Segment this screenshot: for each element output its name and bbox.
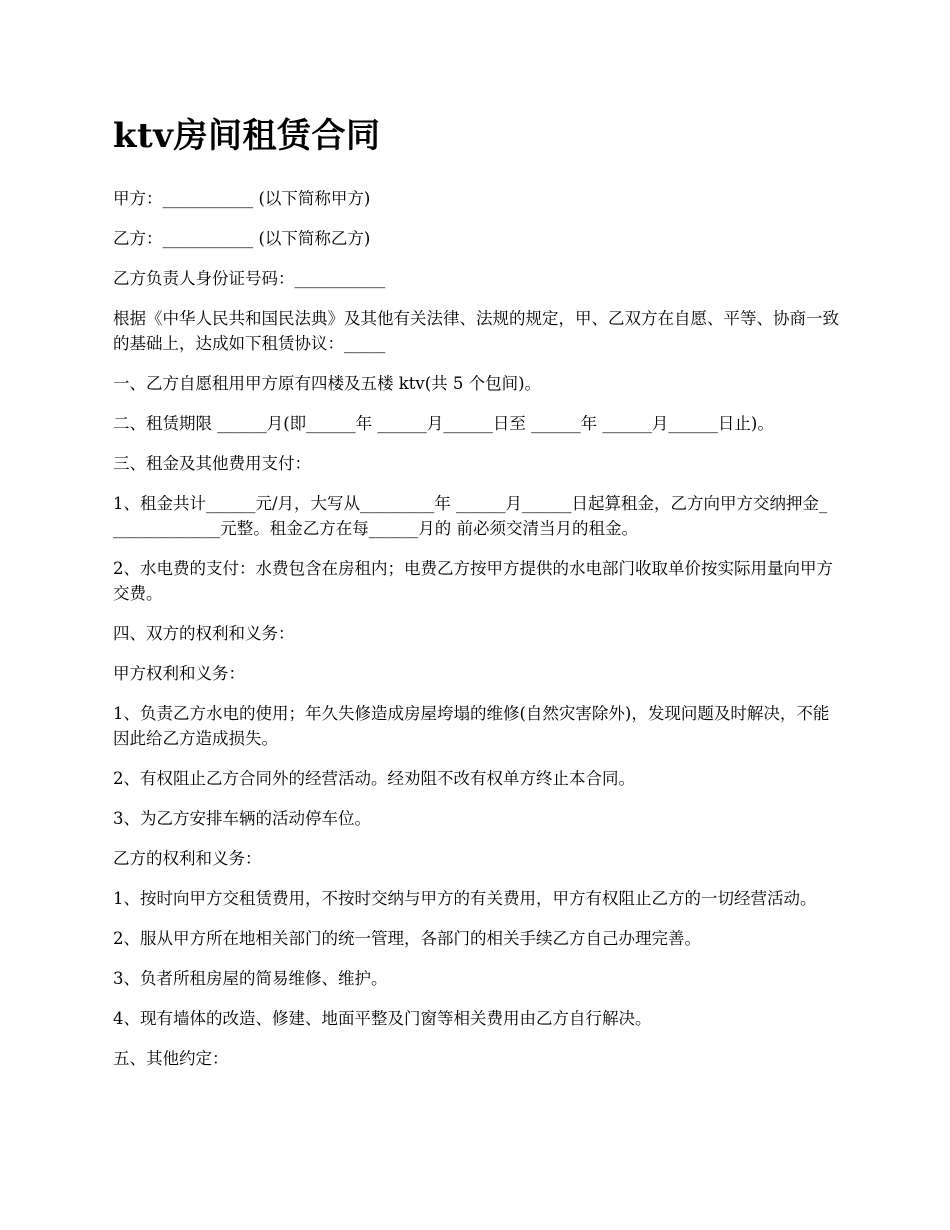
clause-4-heading: 四、双方的权利和义务： — [113, 624, 295, 643]
party-b-item-3: 3、负者所租房屋的简易维修、维护。 — [113, 969, 388, 988]
party-b-item-1: 1、按时向甲方交租赁费用，不按时交纳与甲方的有关费用，甲方有权阻止乙方的一切经营活动。 — [113, 889, 817, 908]
clause-1: 一、乙方自愿租用甲方原有四楼及五楼 ktv(共 5 个包间)。 — [113, 374, 542, 393]
party-a-rights-heading: 甲方权利和义务： — [113, 664, 245, 683]
preamble-paragraph: 根据《中华人民共和国民法典》及其他有关法律、法规的规定，甲、乙双方在自愿、平等、协商一致的基础上，达成如下租赁协议：_____ — [113, 309, 839, 353]
clause-2-lease-term: 二、租赁期限 ______月(即______年 ______月______日至 ______年 ______月______日止)。 — [113, 414, 774, 433]
party-b-line: 乙方：___________ (以下简称乙方) — [113, 229, 371, 248]
party-a-item-2: 2、有权阻止乙方合同外的经营活动。经劝阻不改有权单方终止本合同。 — [113, 769, 635, 788]
party-b-id-line: 乙方负责人身份证号码：___________ — [113, 269, 386, 288]
clause-5-heading: 五、其他约定： — [113, 1049, 229, 1068]
party-a-item-3: 3、为乙方安排车辆的活动停车位。 — [113, 809, 371, 828]
party-b-item-4: 4、现有墙体的改造、修建、地面平整及门窗等相关费用由乙方自行解决。 — [113, 1009, 652, 1028]
clause-3-item-1: 1、租金共计______元/月，大写从_________年 ______月______日起算租金，乙方向甲方交纳押金______________元整。租金乙方在每______月的 前必须交清当月的租金。 — [113, 494, 828, 538]
party-b-item-2: 2、服从甲方所在地相关部门的统一管理，各部门的相关手续乙方自己办理完善。 — [113, 929, 701, 948]
document-title: ktv房间租赁合同 — [113, 116, 381, 156]
party-a-item-1: 1、负责乙方水电的使用；年久失修造成房屋垮塌的维修(自然灾害除外)，发现问题及时解决，不能因此给乙方造成损失。 — [113, 704, 830, 748]
clause-3-heading: 三、租金及其他费用支付： — [113, 454, 311, 473]
document-body — [113, 112, 853, 1086]
party-a-line: 甲方：___________ (以下简称甲方) — [113, 189, 371, 208]
clause-3-item-2: 2、水电费的支付：水费包含在房租内；电费乙方按甲方提供的水电部门收取单价按实际用量向甲方交费。 — [113, 559, 833, 603]
party-b-rights-heading: 乙方的权利和义务： — [113, 849, 262, 868]
